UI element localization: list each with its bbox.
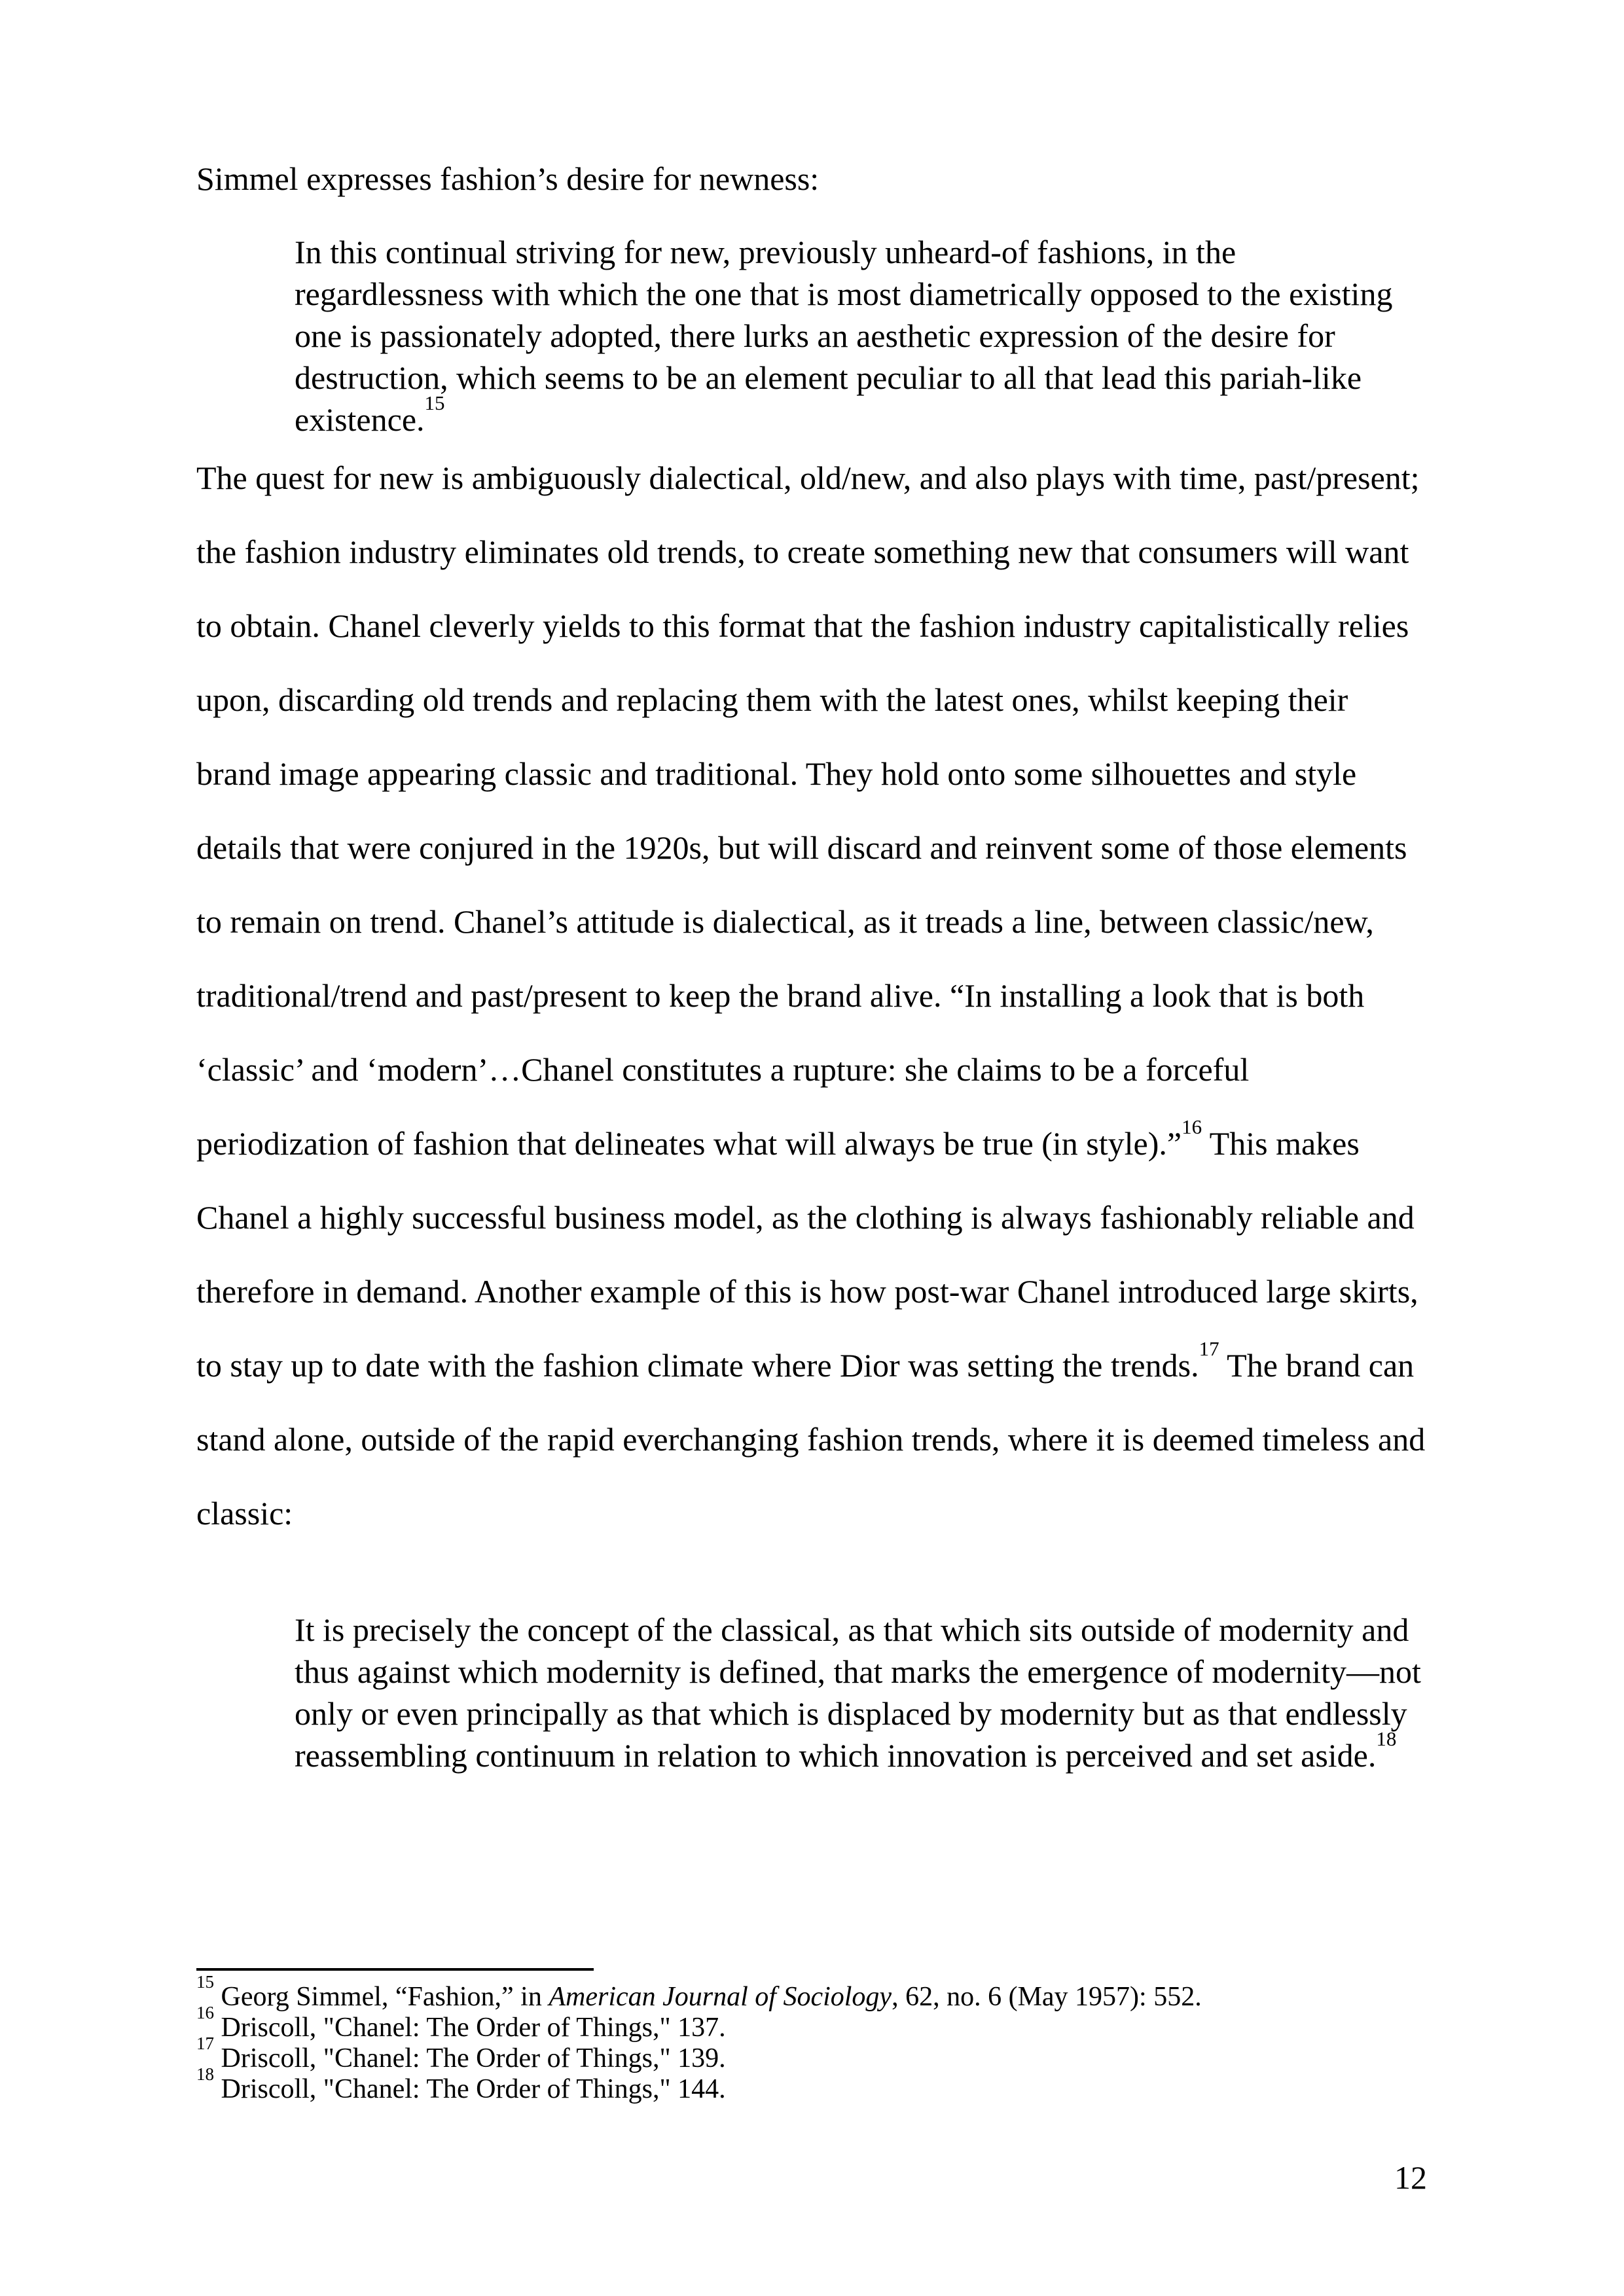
quote-text: one is passionately adopted, there lurks an aesthetic expression of the desire for <box>295 317 1335 354</box>
quote-text: existence. <box>295 401 425 438</box>
footnotes-section <box>196 1971 1434 2105</box>
body-text: traditional/trend and past/present to keep the brand alive. “In installing a look that is both <box>196 977 1365 1014</box>
page-number: 12 <box>1394 2159 1427 2196</box>
body-line <box>196 663 1434 737</box>
body-line <box>196 811 1434 885</box>
footnote-16 <box>196 2002 1434 2043</box>
footnote-text: Driscoll, "Chanel: The Order of Things," 137. <box>214 2013 726 2043</box>
quote-line <box>295 391 1434 440</box>
footnote-journal-title: American Journal of Sociology <box>549 1982 892 2012</box>
body-text: to remain on trend. Chanel’s attitude is dialectical, as it treads a line, between classic/new, <box>196 903 1374 940</box>
body-line <box>196 1033 1434 1107</box>
body-line <box>196 1403 1434 1477</box>
footnote-marker-15: 15 <box>424 391 445 415</box>
quote-line <box>295 1693 1434 1734</box>
footnote-marker-16: 16 <box>1182 1115 1202 1139</box>
body-text: details that were conjured in the 1920s, but will discard and reinvent some of those elements <box>196 829 1407 866</box>
quote-text: destruction, which seems to be an element peculiar to all that lead this pariah-like <box>295 359 1362 396</box>
body-line <box>196 589 1434 663</box>
footnote-17 <box>196 2033 1434 2074</box>
footnote-text: Driscoll, "Chanel: The Order of Things," 139. <box>214 2043 726 2073</box>
body-text: Chanel a highly successful business model, as the clothing is always fashionably reliable and <box>196 1199 1415 1236</box>
body-text: brand image appearing classic and traditional. They hold onto some silhouettes and style <box>196 755 1357 792</box>
footnote-marker-17: 17 <box>1199 1337 1219 1361</box>
quote-line <box>295 1609 1434 1651</box>
footnote-18 <box>196 2064 1434 2105</box>
body-text: stand alone, outside of the rapid everchanging fashion trends, where it is deemed timeless and <box>196 1421 1426 1458</box>
body-text: ‘classic’ and ‘modern’…Chanel constitutes a rupture: she claims to be a forceful <box>196 1051 1250 1088</box>
footnote-text: Georg Simmel, “Fashion,” in <box>214 1982 549 2012</box>
body-line <box>196 737 1434 811</box>
body-line <box>196 1181 1434 1255</box>
body-text: periodization of fashion that delineates what will always be true (in style).” <box>196 1125 1182 1162</box>
footnote-marker-18: 18 <box>1376 1727 1397 1751</box>
footnote-text: , 62, no. 6 (May 1957): 552. <box>892 1982 1202 2012</box>
footnote-number: 15 <box>196 1971 214 1992</box>
body-line <box>196 1255 1434 1329</box>
quote-line <box>295 1651 1434 1693</box>
body-text: therefore in demand. Another example of this is how post-war Chanel introduced large skirts, <box>196 1273 1418 1310</box>
footnote-number: 16 <box>196 2002 214 2022</box>
body-text: The brand can <box>1219 1347 1415 1384</box>
body-text: upon, discarding old trends and replacing them with the latest ones, whilst keeping their <box>196 681 1348 718</box>
quote-line <box>295 1727 1434 1776</box>
footnote-number: 18 <box>196 2064 214 2084</box>
intro-text: Simmel expresses fashion’s desire for newness: <box>196 160 820 197</box>
quote-text: In this continual striving for new, previously unheard-of fashions, in the <box>295 234 1236 270</box>
body-line <box>196 959 1434 1033</box>
body-line <box>196 885 1434 959</box>
body-text: classic: <box>196 1495 293 1532</box>
body-line <box>196 1477 1434 1551</box>
quote-text: regardlessness with which the one that is most diametrically opposed to the existing <box>295 276 1393 312</box>
quote-line <box>295 357 1434 399</box>
body-line <box>196 1107 1434 1181</box>
quote-text: thus against which modernity is defined, that marks the emergence of modernity—not <box>295 1653 1421 1690</box>
quote-text: reassembling continuum in relation to which innovation is perceived and set aside. <box>295 1737 1377 1774</box>
quote-line <box>295 231 1434 273</box>
body-text: to stay up to date with the fashion climate where Dior was setting the trends. <box>196 1347 1199 1384</box>
body-paragraph <box>196 441 1434 1551</box>
body-line <box>196 441 1434 515</box>
body-text: to obtain. Chanel cleverly yields to this format that the fashion industry capitalistically relies <box>196 607 1409 644</box>
block-quote-2 <box>295 1609 1434 1776</box>
quote-text: It is precisely the concept of the classical, as that which sits outside of modernity and <box>295 1611 1409 1648</box>
body-text: This makes <box>1202 1125 1360 1162</box>
footnote-15 <box>196 1971 1434 2013</box>
quote-line <box>295 315 1434 357</box>
body-line <box>196 515 1434 589</box>
body-text: the fashion industry eliminates old trends, to create something new that consumers will want <box>196 533 1409 570</box>
intro-paragraph <box>196 160 1427 198</box>
body-text: The quest for new is ambiguously dialectical, old/new, and also plays with time, past/present; <box>196 459 1420 496</box>
body-line <box>196 1329 1434 1403</box>
footnote-separator <box>196 1968 594 1971</box>
footnote-number: 17 <box>196 2033 214 2053</box>
block-quote-1 <box>295 231 1434 440</box>
quote-line <box>295 273 1434 315</box>
footnote-text: Driscoll, "Chanel: The Order of Things," 144. <box>214 2074 726 2104</box>
quote-text: only or even principally as that which is displaced by modernity but as that endlessly <box>295 1695 1407 1732</box>
